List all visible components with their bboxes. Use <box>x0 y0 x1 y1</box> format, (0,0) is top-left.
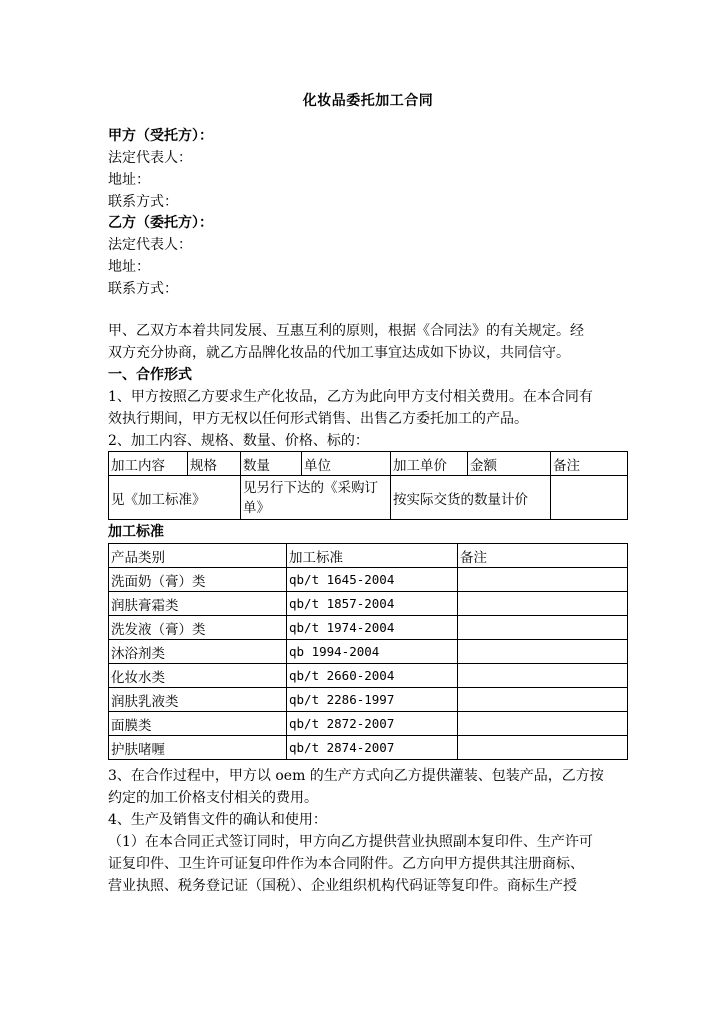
table-cell: 护肤啫喱 <box>109 736 287 760</box>
contract-title: 化妆品委托加工合同 <box>302 93 434 109</box>
table-cell: 按实际交货的数量计价 <box>391 476 551 520</box>
header-cell: 单位 <box>302 452 391 476</box>
table-cell: 见另行下达的《采购订单》 <box>241 476 391 520</box>
table-cell: qb/t 2872-2007 <box>287 712 458 736</box>
table-row <box>109 664 628 688</box>
header-cell: 加工内容 <box>109 452 188 476</box>
table-row <box>109 616 628 640</box>
standards-table-header-row <box>109 544 628 568</box>
party-a-heading: 甲方（受托方）： <box>108 128 213 144</box>
header-cell: 规格 <box>188 452 241 476</box>
table-cell: 润肤乳液类 <box>109 688 287 712</box>
table-cell: 见《加工标准》 <box>109 476 241 520</box>
table-cell <box>551 476 628 520</box>
party-b-heading: 乙方（委托方）： <box>108 215 213 231</box>
header-cell: 金额 <box>468 452 551 476</box>
party-a-legal-rep: 法定代表人： <box>108 150 192 166</box>
party-a-contact: 联系方式： <box>108 194 178 210</box>
header-cell: 备注 <box>458 544 628 568</box>
table-cell <box>458 640 628 664</box>
item-3-line-1: 3、在合作过程中，甲方以 oem 的生产方式向乙方提供灌装、包装产品，乙方按 <box>108 768 604 784</box>
table-cell: qb/t 2660-2004 <box>287 664 458 688</box>
item-4-1-line-1: （1）在本合同正式签订同时，甲方向乙方提供营业执照副本复印件、生产许可 <box>108 834 593 850</box>
item-3-line-2: 约定的加工价格支付相关的费用。 <box>108 790 318 806</box>
content-table <box>108 451 628 520</box>
table-cell: qb/t 2874-2007 <box>287 736 458 760</box>
table-row <box>109 592 628 616</box>
item-1-line-1: 1、甲方按照乙方要求生产化妆品，乙方为此向甲方支付相关费用。在本合同有 <box>108 389 593 405</box>
table-cell <box>458 664 628 688</box>
table-cell: 沐浴剂类 <box>109 640 287 664</box>
table-row <box>109 736 628 760</box>
item-4-1-line-2: 证复印件、卫生许可证复印件作为本合同附件。乙方向甲方提供其注册商标、 <box>108 856 584 872</box>
item-4: 4、生产及销售文件的确认和使用： <box>108 812 327 828</box>
standards-table <box>108 543 628 760</box>
table-cell: qb/t 1857-2004 <box>287 592 458 616</box>
table-cell: 润肤膏霜类 <box>109 592 287 616</box>
content-table-header-row <box>109 452 628 476</box>
table-cell: qb/t 1645-2004 <box>287 568 458 592</box>
table-cell: 面膜类 <box>109 712 287 736</box>
intro-line-1: 甲、乙双方本着共同发展、互惠互利的原则，根据《合同法》的有关规定。经 <box>108 323 584 339</box>
table-row <box>109 568 628 592</box>
header-cell: 加工单价 <box>391 452 468 476</box>
section-1-heading: 一、合作形式 <box>108 367 192 383</box>
item-2: 2、加工内容、规格、数量、价格、标的： <box>108 433 369 449</box>
table-cell <box>458 688 628 712</box>
standards-heading: 加工标准 <box>108 524 164 540</box>
table-cell <box>458 592 628 616</box>
table-row <box>109 688 628 712</box>
party-b-legal-rep: 法定代表人： <box>108 237 192 253</box>
party-a-address: 地址： <box>108 172 150 188</box>
table-cell <box>458 736 628 760</box>
party-b-contact: 联系方式： <box>108 281 178 297</box>
table-cell <box>458 568 628 592</box>
intro-line-2: 双方充分协商，就乙方品牌化妆品的代加工事宜达成如下协议，共同信守。 <box>108 345 570 361</box>
table-cell: 洗发液（膏）类 <box>109 616 287 640</box>
table-cell: 化妆水类 <box>109 664 287 688</box>
table-cell: qb/t 1974-2004 <box>287 616 458 640</box>
table-cell: qb/t 2286-1997 <box>287 688 458 712</box>
item-1-line-2: 效执行期间，甲方无权以任何形式销售、出售乙方委托加工的产品。 <box>108 411 528 427</box>
party-b-address: 地址： <box>108 259 150 275</box>
table-row <box>109 640 628 664</box>
header-cell: 数量 <box>241 452 302 476</box>
header-cell: 产品类别 <box>109 544 287 568</box>
content-table-row <box>109 476 628 520</box>
item-4-1-line-3: 营业执照、税务登记证（国税）、企业组织机构代码证等复印件。商标生产授 <box>108 878 577 894</box>
table-cell <box>458 616 628 640</box>
table-cell <box>458 712 628 736</box>
table-cell: 洗面奶（膏）类 <box>109 568 287 592</box>
table-row <box>109 712 628 736</box>
header-cell: 加工标准 <box>287 544 458 568</box>
header-cell: 备注 <box>551 452 628 476</box>
table-cell: qb 1994-2004 <box>287 640 458 664</box>
